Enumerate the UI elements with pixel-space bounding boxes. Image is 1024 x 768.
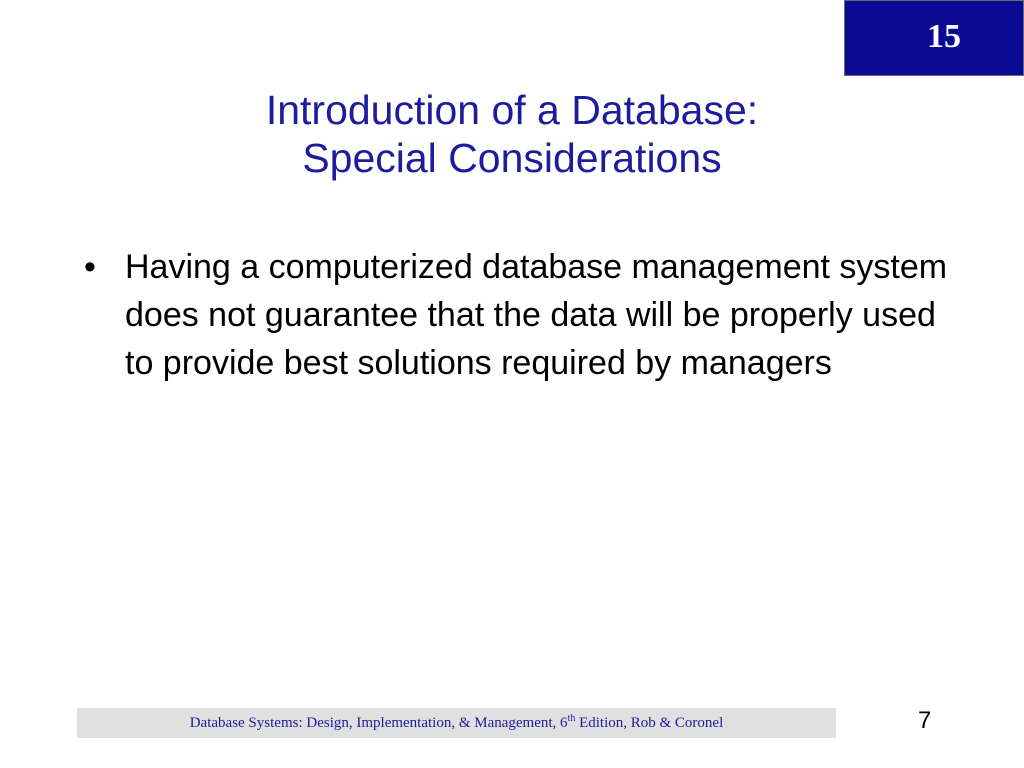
slide-title: [0, 86, 1024, 182]
chapter-number: 15: [927, 18, 961, 55]
slide-title-line-1: Introduction of a Database:: [265, 87, 759, 133]
bullet-item: [84, 243, 964, 387]
footer-text-main: Database Systems: Design, Implementation, & Management, 6: [189, 715, 568, 731]
page-number: 7: [918, 707, 932, 734]
bullet-text: Having a computerized database management system does not guarantee that the data will be properly used to provide best solutions required by managers: [125, 248, 948, 382]
slide-title-line-2: Special Considerations: [302, 135, 722, 181]
footer-text-end: Edition, Rob & Coronel: [575, 715, 724, 731]
footer-bar: [77, 708, 836, 738]
chapter-badge: [844, 0, 1024, 76]
bullet-marker: •: [84, 248, 96, 286]
footer-edition-superscript: th: [567, 713, 576, 724]
footer-citation: [77, 713, 836, 733]
bullet-list: [84, 243, 964, 387]
